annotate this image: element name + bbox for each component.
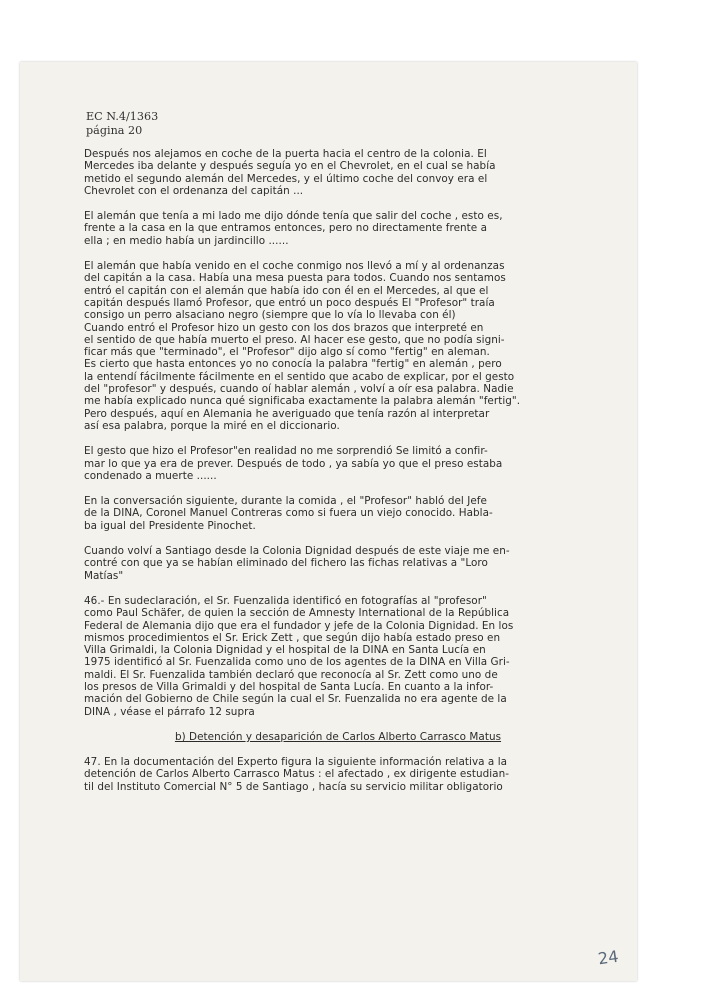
text-line: condenado a muerte ...... xyxy=(84,469,217,482)
paragraph xyxy=(84,148,592,197)
text-line: En la conversación siguiente, durante la comida , el "Profesor" habló del Jefe xyxy=(84,495,487,508)
text-line: detención de Carlos Alberto Carrasco Matus : el afectado , ex dirigente estudian- xyxy=(84,768,510,781)
text-line: Villa Grimaldi, la Colonia Dignidad y el hospital de la DINA en Santa Lucía en xyxy=(84,644,486,657)
text-line: El gesto que hizo el Profesor"en realidad no me sorprendió Se limitó a confir- xyxy=(84,445,488,458)
text-line: el sentido de que había muerto el preso. Al hacer ese gesto, que no podía signi- xyxy=(84,333,505,346)
text-line: del capitán a la casa. Había una mesa puesta para todos. Cuando nos sentamos xyxy=(84,272,506,285)
paragraph xyxy=(84,445,592,482)
document-reference: EC N.4/1363 xyxy=(86,110,159,123)
text-line: entró el capitán con el alemán que había ido con él en el Mercedes, al que el xyxy=(84,284,489,297)
text-line: Pero después, aquí en Alemania he averiguado que tenía razón al interpretar xyxy=(84,407,490,420)
text-line: mismos procedimientos el Sr. Erick Zett , que según dijo había estado preso en xyxy=(84,631,501,644)
text-line: así esa palabra, porque la miré en el diccionario. xyxy=(84,419,340,432)
text-line: mar lo que ya era de prever. Después de todo , ya sabía yo que el preso estaba xyxy=(84,457,503,470)
text-line: 1975 identificó al Sr. Fuenzalida como uno de los agentes de la DINA en Villa Gri- xyxy=(84,656,510,669)
text-line: ella ; en medio había un jardincillo ...... xyxy=(84,234,289,247)
document-page xyxy=(20,62,637,981)
text-line: los presos de Villa Grimaldi y del hospital de Santa Lucía. En cuanto a la infor- xyxy=(84,680,494,693)
paragraph xyxy=(84,260,592,432)
text-line: la entendí fácilmente fácilmente en el sentido que acabo de explicar, por el gesto xyxy=(84,370,515,383)
document-header xyxy=(86,110,158,138)
handwritten-page-mark: 24 xyxy=(596,946,620,969)
text-line: El alemán que había venido en el coche conmigo nos llevó a mí y al ordenanzas xyxy=(84,260,505,273)
text-line: Cuando entró el Profesor hizo un gesto con los dos brazos que interpreté en xyxy=(84,321,484,334)
text-line: mación del Gobierno de Chile según la cual el Sr. Fuenzalida no era agente de la xyxy=(84,693,507,706)
text-line: Mercedes iba delante y después seguía yo en el Chevrolet, en el cual se había xyxy=(84,160,496,173)
text-line: DINA , véase el párrafo 12 supra xyxy=(84,705,255,718)
text-line: Después nos alejamos en coche de la puerta hacia el centro de la colonia. El xyxy=(84,148,487,160)
text-line: Matías" xyxy=(84,569,124,582)
text-line: Federal de Alemania dijo que era el fundador y jefe de la Colonia Dignidad. En los xyxy=(84,619,514,632)
document-body xyxy=(84,148,592,806)
text-line: me había explicado nunca qué significaba exactamente la palabra alemán "fertig". xyxy=(84,395,521,408)
section-subheading: b) Detención y desaparición de Carlos Alberto Carrasco Matus xyxy=(174,730,502,743)
text-line: del "profesor" y después, cuando oí hablar alemán , volví a oír esa palabra. Nadie xyxy=(84,383,514,396)
text-line: maldi. El Sr. Fuenzalida también declaró que reconocía al Sr. Zett como uno de xyxy=(84,668,498,681)
text-line: 47. En la documentación del Experto figura la siguiente información relativa a la xyxy=(84,756,508,769)
text-line: consigo un perro alsaciano negro (siempre que lo vía lo llevaba con él) xyxy=(84,309,456,322)
text-line: El alemán que tenía a mi lado me dijo dónde tenía que salir del coche , esto es, xyxy=(84,210,503,223)
paragraph-47 xyxy=(84,756,592,793)
text-line: til del Instituto Comercial N° 5 de Santiago , hacía su servicio militar obligatorio xyxy=(84,780,503,793)
text-line: como Paul Schäfer, de quien la sección de Amnesty International de la República xyxy=(84,607,510,620)
text-line: capitán después llamó Profesor, que entró un poco después El "Profesor" traía xyxy=(84,296,495,309)
text-line: contré con que ya se habían eliminado del fichero las fichas relativas a "Loro xyxy=(84,557,488,570)
paragraph xyxy=(84,595,592,718)
text-line: Es cierto que hasta entonces yo no conocía la palabra "fertig" en alemán , pero xyxy=(84,358,502,371)
text-line: Chevrolet con el ordenanza del capitán ... xyxy=(84,184,304,197)
paragraph xyxy=(84,210,592,247)
paragraph xyxy=(84,495,592,532)
page-number: página 20 xyxy=(86,124,143,137)
text-line: frente a la casa en la que entramos entonces, pero no directamente frente a xyxy=(84,222,488,235)
text-line: de la DINA, Coronel Manuel Contreras como si fuera un viejo conocido. Habla- xyxy=(84,507,493,520)
text-line: Cuando volví a Santiago desde la Colonia Dignidad después de este viaje me en- xyxy=(84,545,510,558)
text-line: 46.- En sudeclaración, el Sr. Fuenzalida identificó en fotografías al "profesor" xyxy=(84,594,487,607)
text-line: ba igual del Presidente Pinochet. xyxy=(84,519,256,532)
text-line: ficar más que "terminado", el "Profesor" dijo algo sí como "fertig" en aleman. xyxy=(84,346,490,359)
text-line: metido el segundo alemán del Mercedes, y el último coche del convoy era el xyxy=(84,172,488,185)
paragraph xyxy=(84,545,592,582)
